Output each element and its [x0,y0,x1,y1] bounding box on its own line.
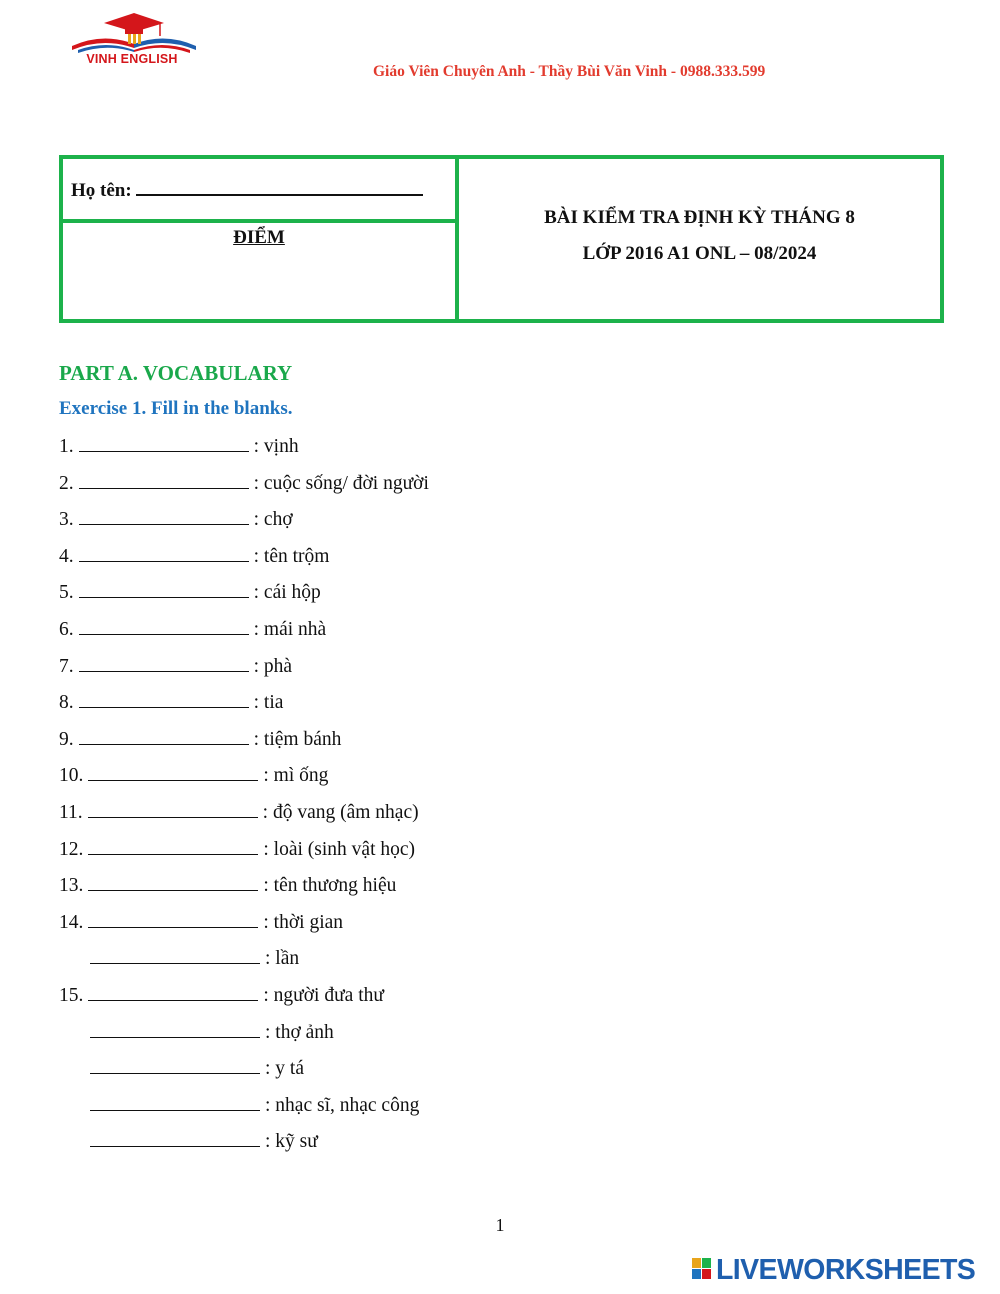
answer-blank[interactable] [79,617,249,635]
item-number: 14. [59,911,84,933]
info-box-left [63,159,459,319]
item-meaning: : người đưa thư [263,984,384,1006]
answer-blank[interactable] [79,654,249,672]
item-number: 4. [59,545,74,567]
vocabulary-item [59,1020,429,1057]
vocabulary-item [59,580,429,617]
title-cell [459,159,940,319]
answer-blank[interactable] [90,1093,260,1111]
item-meaning: : thợ ảnh [265,1021,334,1043]
answer-blank[interactable] [88,763,258,781]
item-meaning: : kỹ sư [265,1131,318,1153]
vocabulary-item [59,837,429,874]
item-number: 9. [59,728,74,750]
answer-blank[interactable] [88,983,258,1001]
answer-blank[interactable] [79,471,249,489]
item-number: 12. [59,838,84,860]
item-meaning: : tiệm bánh [253,728,342,750]
item-meaning: : tên trộm [253,545,330,567]
item-meaning: : chợ [253,509,293,531]
item-number: 11. [59,801,83,823]
answer-blank[interactable] [90,946,260,964]
item-number: 3. [59,509,74,531]
vocabulary-item [59,983,429,1020]
name-label: Họ tên: [71,180,132,201]
name-cell [63,159,455,223]
item-number: 13. [59,875,84,897]
test-title: BÀI KIỂM TRA ĐỊNH KỲ THÁNG 8 [544,207,855,228]
answer-blank[interactable] [79,690,249,708]
item-number: 15. [59,984,84,1006]
item-meaning: : lần [265,948,300,970]
item-meaning: : vịnh [253,436,299,457]
item-number: 5. [59,582,74,604]
answer-blank[interactable] [90,1056,260,1074]
answer-blank[interactable] [79,544,249,562]
item-meaning: : độ vang (âm nhạc) [262,801,419,823]
item-number: 1. [59,436,74,457]
vocabulary-item [59,727,429,764]
class-title: LỚP 2016 A1 ONL – 08/2024 [582,243,817,264]
item-meaning: : phà [253,655,293,677]
item-meaning: : loài (sinh vật học) [263,838,416,860]
vocabulary-item [59,654,429,691]
vocabulary-item [59,873,429,910]
vocabulary-item [59,507,429,544]
vocabulary-item [59,946,429,983]
item-meaning: : cái hộp [253,582,321,604]
item-number: 10. [59,765,84,787]
vocabulary-item [59,544,429,581]
answer-blank[interactable] [79,727,249,745]
vocabulary-list [59,434,429,1166]
score-label: ĐIỂM [233,227,285,248]
part-a-heading: PART A. VOCABULARY [59,361,293,385]
vocabulary-item [59,800,429,837]
vocabulary-item [59,1129,429,1166]
vocabulary-item [59,763,429,800]
item-meaning: : tên thương hiệu [263,875,397,897]
vocabulary-item [59,617,429,654]
name-blank[interactable] [136,175,423,196]
liveworksheets-text: LIVEWORKSHEETS [716,1254,976,1286]
item-number: 2. [59,472,74,494]
vocabulary-item [59,910,429,947]
vocabulary-item [59,690,429,727]
logo-text: VINH ENGLISH [86,52,178,66]
item-meaning: : cuộc sống/ đời người [253,472,429,494]
answer-blank[interactable] [79,580,249,598]
vocabulary-item [59,1093,429,1130]
name-field[interactable] [71,175,423,202]
vocabulary-item [59,1056,429,1093]
graduation-cap-book-icon [68,10,208,54]
item-number: 8. [59,692,74,714]
item-number: 6. [59,618,74,640]
answer-blank[interactable] [90,1129,260,1147]
teacher-header: Giáo Viên Chuyên Anh - Thầy Bùi Văn Vinh - 0988.333.599 [373,63,766,80]
item-meaning: : nhạc sĩ, nhạc công [265,1094,420,1116]
item-meaning: : thời gian [263,911,344,933]
liveworksheets-logo-icon [692,1258,712,1280]
item-meaning: : mì ống [263,765,329,787]
answer-blank[interactable] [88,910,258,928]
answer-blank[interactable] [88,800,258,818]
info-box [59,155,944,323]
item-meaning: : y tá [265,1058,304,1080]
answer-blank[interactable] [90,1020,260,1038]
vocabulary-item [59,434,429,471]
exercise-1-heading: Exercise 1. Fill in the blanks. [59,398,293,419]
page-number: 1 [495,1215,505,1235]
item-meaning: : tia [253,692,284,714]
answer-blank[interactable] [88,837,258,855]
logo [68,10,208,72]
item-number: 7. [59,655,74,677]
item-meaning: : mái nhà [253,618,327,640]
answer-blank[interactable] [79,434,249,452]
answer-blank[interactable] [88,873,258,891]
vocabulary-item [59,471,429,508]
answer-blank[interactable] [79,507,249,525]
